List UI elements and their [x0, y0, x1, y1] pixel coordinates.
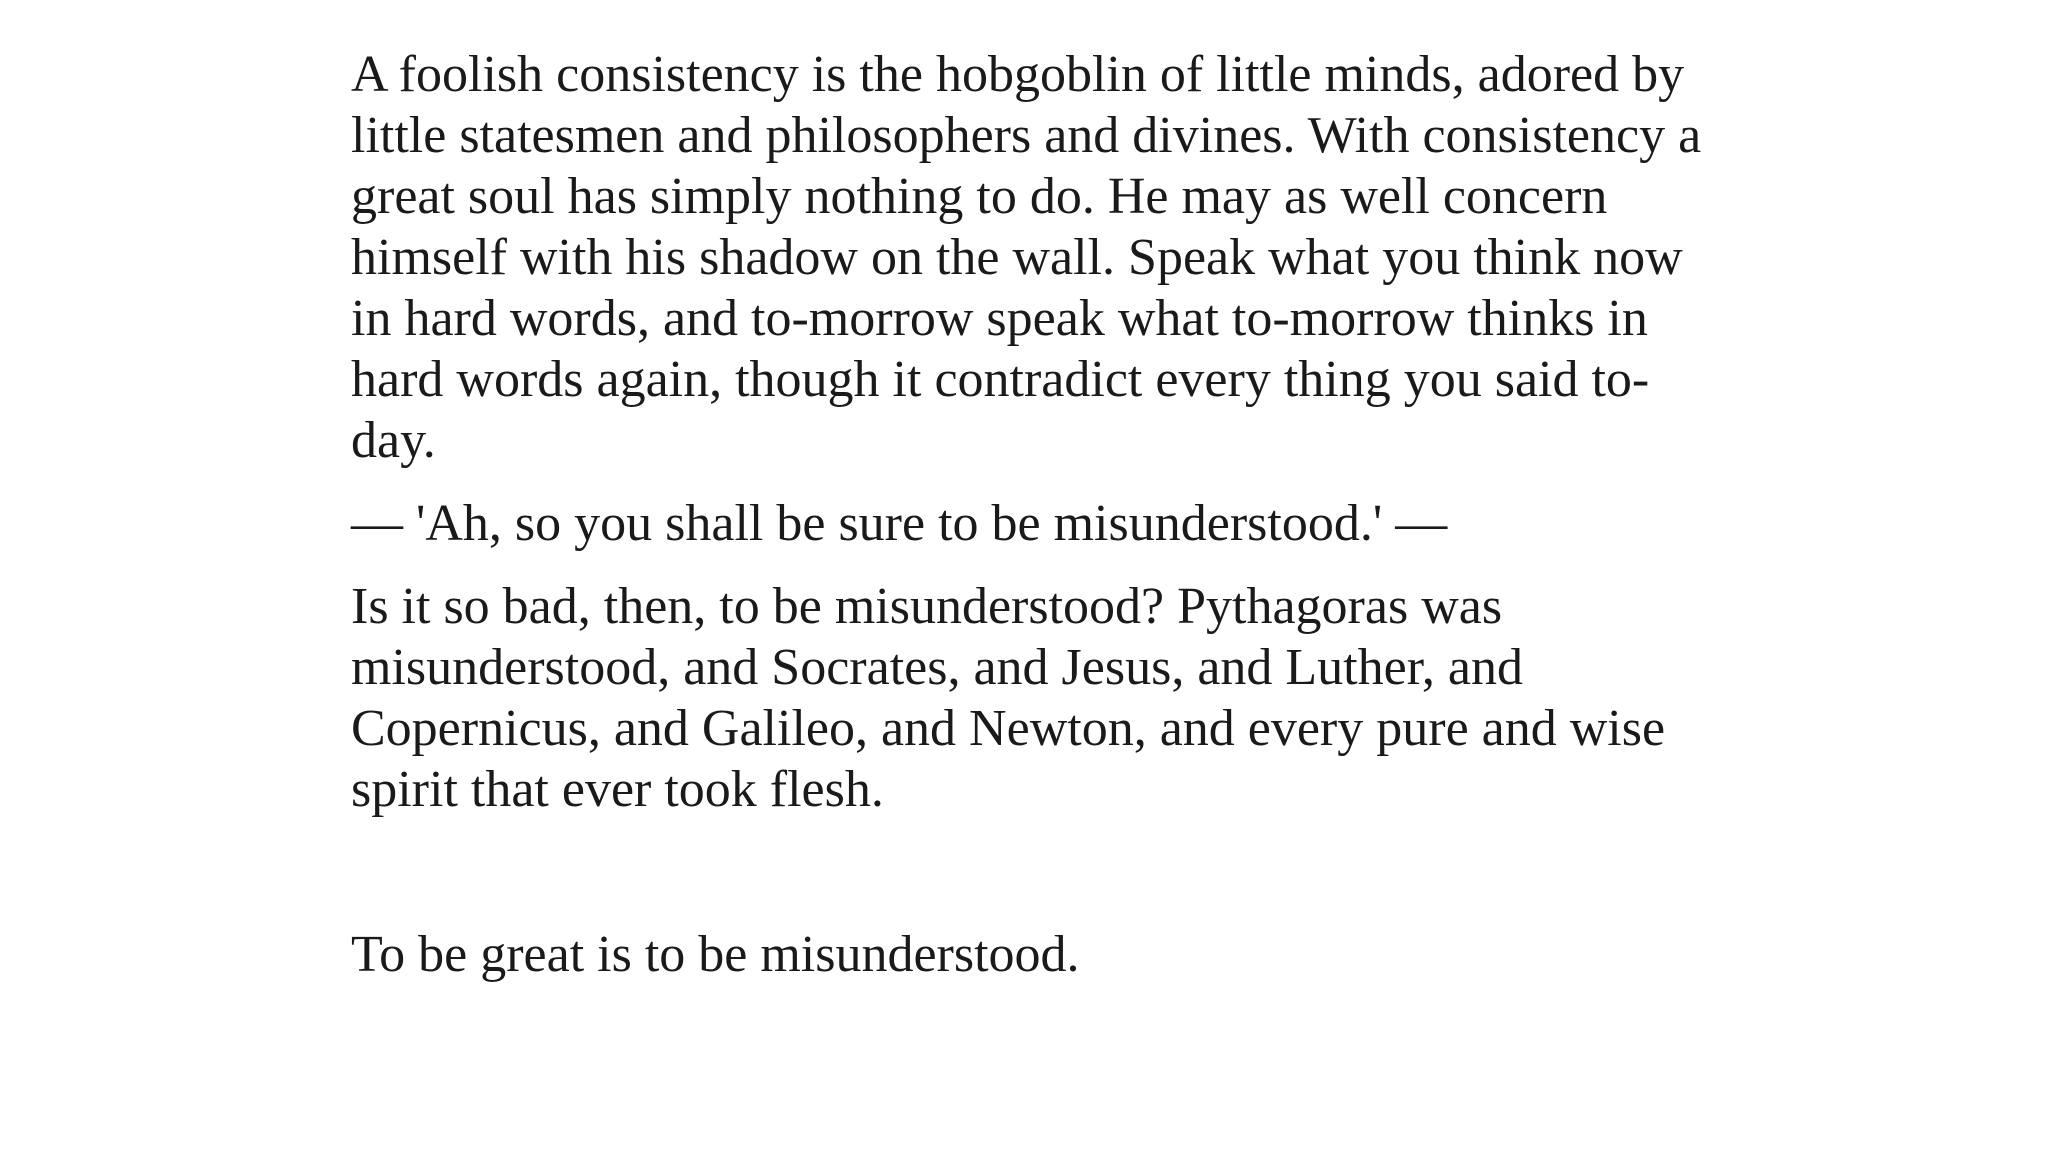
- paragraph-quote: — 'Ah, so you shall be sure to be misunderstood.' —: [351, 495, 1448, 552]
- paragraph-conclusion: To be great is to be misunderstood.: [351, 926, 1080, 983]
- paragraph-consistency: A foolish consistency is the hobgoblin of little minds, adored by little statesmen and philosophers and divines. With consistency a great soul has simply nothing to do. He may as well concern himself with his shadow on the wall. Speak what you think now in hard words, and to-morrow speak what to-morrow thinks in hard words again, though it contradict every thing you said to-day.: [351, 46, 1702, 469]
- paragraph-misunderstood: Is it so bad, then, to be misunderstood? Pythagoras was misunderstood, and Socrates, and Jesus, and Luther, and Copernicus, and Galileo, and Newton, and every pure and wise spirit that ever took flesh.: [351, 578, 1666, 818]
- reading-pane: [351, 44, 1721, 985]
